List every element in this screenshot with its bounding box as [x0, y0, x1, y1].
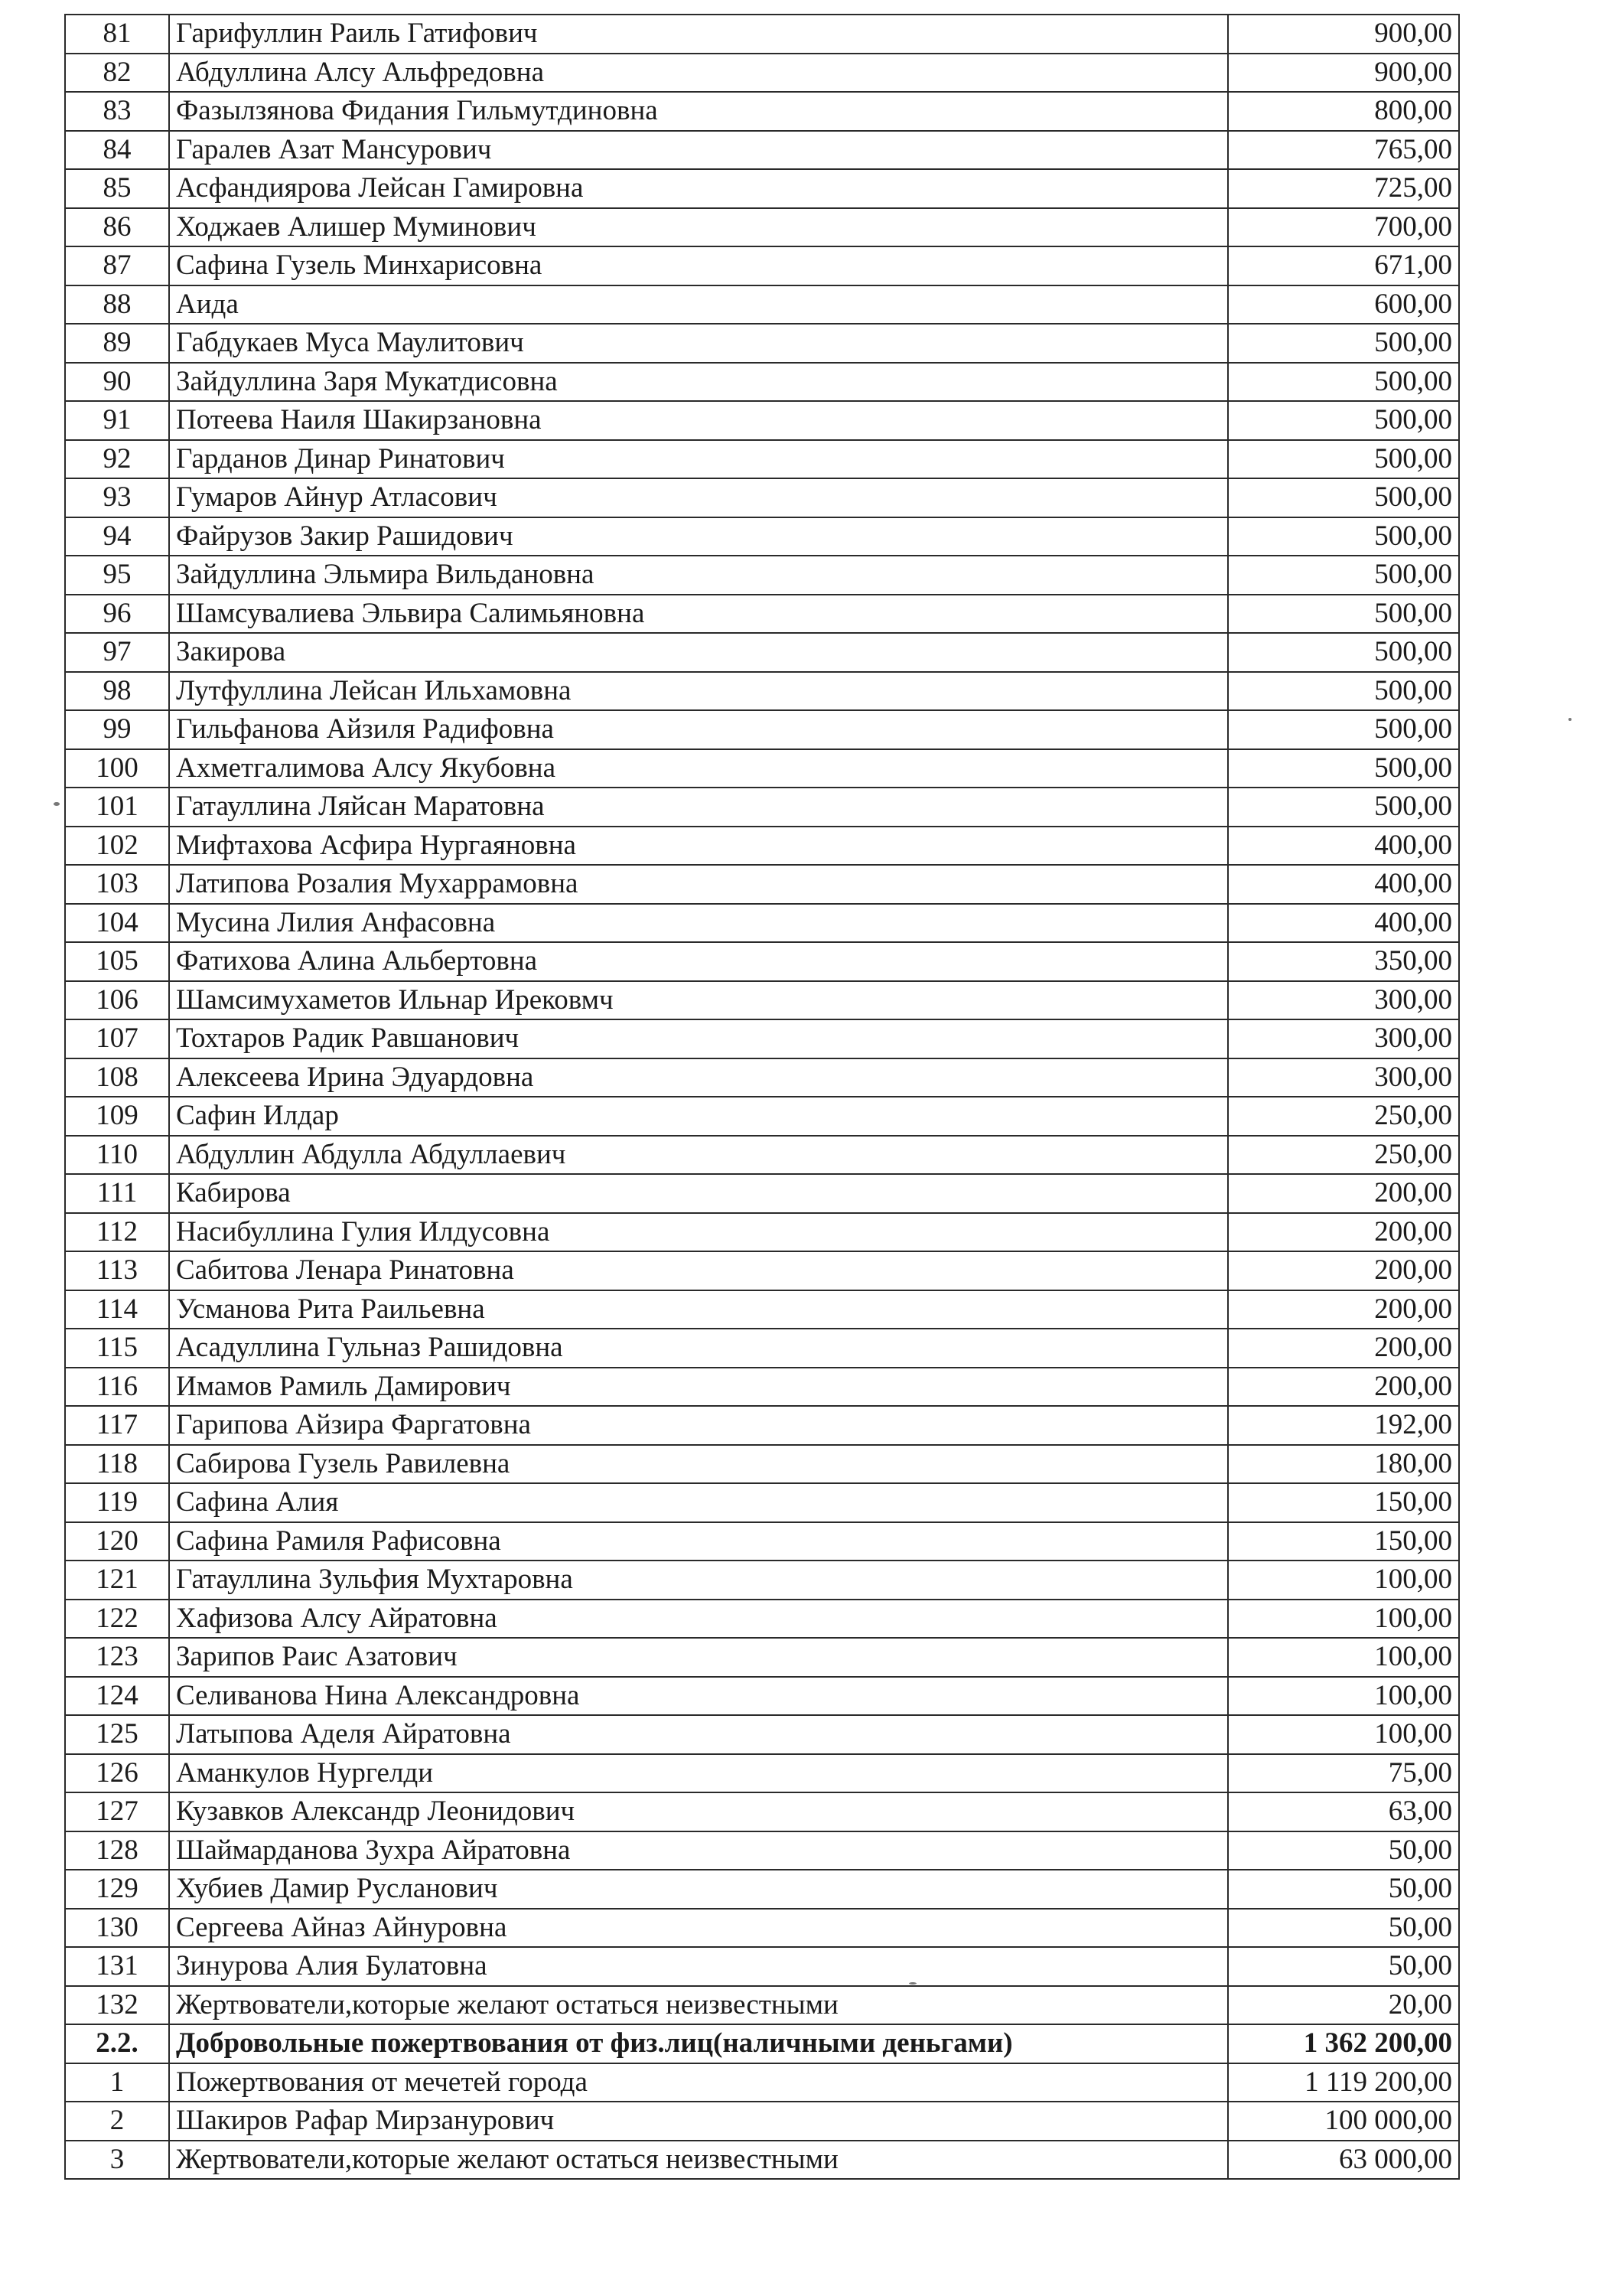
donor-name: Зайдуллина Эльмира Вильдановна — [169, 556, 1228, 595]
donor-name: Потеева Наиля Шакирзановна — [169, 401, 1228, 440]
row-number: 129 — [65, 1870, 169, 1909]
table-row — [65, 1368, 1459, 1407]
row-number: 3 — [65, 2141, 169, 2180]
donor-name: Зайдуллина Заря Мукатдисовна — [169, 363, 1228, 402]
donation-amount: 1 362 200,00 — [1228, 2024, 1459, 2063]
row-number: 81 — [65, 15, 169, 54]
donor-name: Шаймарданова Зухра Айратовна — [169, 1831, 1228, 1870]
row-number: 97 — [65, 633, 169, 672]
table-row — [65, 1136, 1459, 1175]
donation-amount: 63,00 — [1228, 1792, 1459, 1831]
scan-speck — [909, 1982, 917, 1985]
table-row — [65, 285, 1459, 325]
donation-amount: 500,00 — [1228, 478, 1459, 517]
donor-name: Сафина Алия — [169, 1483, 1228, 1522]
row-number: 105 — [65, 942, 169, 981]
table-row — [65, 981, 1459, 1020]
row-number: 101 — [65, 788, 169, 827]
donation-amount: 300,00 — [1228, 1058, 1459, 1097]
table-row — [65, 1522, 1459, 1561]
row-number: 2 — [65, 2102, 169, 2141]
donor-name: Добровольные пожертвования от физ.лиц(наличными деньгами) — [169, 2024, 1228, 2063]
row-number: 110 — [65, 1136, 169, 1175]
row-number: 113 — [65, 1251, 169, 1290]
donor-name: Сафина Рамиля Рафисовна — [169, 1522, 1228, 1561]
table-row — [65, 440, 1459, 479]
table-row — [65, 1251, 1459, 1290]
donor-name: Зинурова Алия Булатовна — [169, 1947, 1228, 1986]
row-number: 89 — [65, 324, 169, 363]
donation-amount: 500,00 — [1228, 672, 1459, 711]
table-row — [65, 1058, 1459, 1097]
donor-name: Лутфуллина Лейсан Ильхамовна — [169, 672, 1228, 711]
donation-amount: 50,00 — [1228, 1831, 1459, 1870]
donation-amount: 50,00 — [1228, 1870, 1459, 1909]
table-row — [65, 2141, 1459, 2180]
row-number: 122 — [65, 1600, 169, 1639]
row-number: 107 — [65, 1019, 169, 1058]
donation-amount: 500,00 — [1228, 324, 1459, 363]
table-row — [65, 1600, 1459, 1639]
row-number: 83 — [65, 92, 169, 131]
donation-amount: 500,00 — [1228, 517, 1459, 556]
donation-amount: 500,00 — [1228, 440, 1459, 479]
donor-name: Гильфанова Айзиля Радифовна — [169, 710, 1228, 749]
donation-amount: 250,00 — [1228, 1097, 1459, 1136]
row-number: 128 — [65, 1831, 169, 1870]
table-row — [65, 2063, 1459, 2102]
row-number: 82 — [65, 54, 169, 93]
donor-name: Кабирова — [169, 1174, 1228, 1213]
row-number: 86 — [65, 208, 169, 247]
donor-name: Сафин Илдар — [169, 1097, 1228, 1136]
table-row — [65, 710, 1459, 749]
table-row — [65, 363, 1459, 402]
donor-name: Латыпова Аделя Айратовна — [169, 1715, 1228, 1754]
row-number: 84 — [65, 131, 169, 170]
row-number: 96 — [65, 595, 169, 634]
donation-amount: 900,00 — [1228, 15, 1459, 54]
row-number: 95 — [65, 556, 169, 595]
donor-name: Ходжаев Алишер Муминович — [169, 208, 1228, 247]
donation-amount: 400,00 — [1228, 904, 1459, 943]
donor-name: Жертвователи,которые желают остаться неизвестными — [169, 1986, 1228, 2025]
donation-amount: 900,00 — [1228, 54, 1459, 93]
donation-amount: 100,00 — [1228, 1677, 1459, 1716]
table-row — [65, 2102, 1459, 2141]
row-number: 117 — [65, 1406, 169, 1445]
table-row — [65, 92, 1459, 131]
row-number: 91 — [65, 401, 169, 440]
table-row — [65, 672, 1459, 711]
donor-name: Гарипова Айзира Фаргатовна — [169, 1406, 1228, 1445]
row-number: 93 — [65, 478, 169, 517]
donation-amount: 50,00 — [1228, 1947, 1459, 1986]
donor-name: Сабирова Гузель Равилевна — [169, 1445, 1228, 1484]
donation-amount: 200,00 — [1228, 1368, 1459, 1407]
donor-name: Ахметгалимова Алсу Якубовна — [169, 749, 1228, 788]
table-row — [65, 1174, 1459, 1213]
donor-name: Кузавков Александр Леонидович — [169, 1792, 1228, 1831]
donation-amount: 700,00 — [1228, 208, 1459, 247]
donor-name: Закирова — [169, 633, 1228, 672]
donation-amount: 765,00 — [1228, 131, 1459, 170]
row-number: 103 — [65, 865, 169, 904]
table-row — [65, 1831, 1459, 1870]
donation-amount: 300,00 — [1228, 1019, 1459, 1058]
donor-name: Хафизова Алсу Айратовна — [169, 1600, 1228, 1639]
donation-amount: 100,00 — [1228, 1561, 1459, 1600]
row-number: 130 — [65, 1909, 169, 1948]
donation-amount: 1 119 200,00 — [1228, 2063, 1459, 2102]
table-row — [65, 904, 1459, 943]
donation-amount: 100,00 — [1228, 1638, 1459, 1677]
donation-amount: 400,00 — [1228, 827, 1459, 866]
donor-name: Мусина Лилия Анфасовна — [169, 904, 1228, 943]
row-number: 127 — [65, 1792, 169, 1831]
donation-amount: 100,00 — [1228, 1715, 1459, 1754]
row-number: 104 — [65, 904, 169, 943]
row-number: 2.2. — [65, 2024, 169, 2063]
donor-name: Зарипов Раис Азатович — [169, 1638, 1228, 1677]
table-row — [65, 169, 1459, 208]
donor-name: Насибуллина Гулия Илдусовна — [169, 1213, 1228, 1252]
donor-name: Селиванова Нина Александровна — [169, 1677, 1228, 1716]
table-row — [65, 131, 1459, 170]
table-row — [65, 401, 1459, 440]
donor-name: Шамсимухаметов Ильнар Ирековмч — [169, 981, 1228, 1020]
donation-amount: 600,00 — [1228, 285, 1459, 325]
row-number: 120 — [65, 1522, 169, 1561]
table-row — [65, 1870, 1459, 1909]
donation-amount: 100,00 — [1228, 1600, 1459, 1639]
donation-amount: 500,00 — [1228, 401, 1459, 440]
donation-amount: 671,00 — [1228, 246, 1459, 285]
row-number: 114 — [65, 1290, 169, 1329]
donor-name: Сергеева Айназ Айнуровна — [169, 1909, 1228, 1948]
table-row — [65, 1638, 1459, 1677]
table-row — [65, 788, 1459, 827]
row-number: 99 — [65, 710, 169, 749]
donation-amount: 500,00 — [1228, 788, 1459, 827]
row-number: 115 — [65, 1329, 169, 1368]
table-row — [65, 15, 1459, 54]
donor-name: Латипова Розалия Мухаррамовна — [169, 865, 1228, 904]
row-number: 111 — [65, 1174, 169, 1213]
table-row — [65, 865, 1459, 904]
table-row — [65, 942, 1459, 981]
donations-table — [64, 14, 1460, 2180]
table-row — [65, 1715, 1459, 1754]
donations-table-body — [65, 15, 1459, 2179]
table-row — [65, 1329, 1459, 1368]
row-number: 1 — [65, 2063, 169, 2102]
donation-amount: 150,00 — [1228, 1522, 1459, 1561]
donor-name: Габдукаев Муса Маулитович — [169, 324, 1228, 363]
table-row — [65, 1947, 1459, 1986]
table-row — [65, 208, 1459, 247]
donation-amount: 200,00 — [1228, 1251, 1459, 1290]
donor-name: Аманкулов Нургелди — [169, 1754, 1228, 1793]
row-number: 116 — [65, 1368, 169, 1407]
row-number: 90 — [65, 363, 169, 402]
donation-amount: 350,00 — [1228, 942, 1459, 981]
donor-name: Усманова Рита Раильевна — [169, 1290, 1228, 1329]
donation-amount: 200,00 — [1228, 1174, 1459, 1213]
donor-name: Абдуллин Абдулла Абдуллаевич — [169, 1136, 1228, 1175]
row-number: 108 — [65, 1058, 169, 1097]
table-row — [65, 595, 1459, 634]
donor-name: Тохтаров Радик Равшанович — [169, 1019, 1228, 1058]
donor-name: Гатауллина Ляйсан Маратовна — [169, 788, 1228, 827]
row-number: 85 — [65, 169, 169, 208]
donation-amount: 500,00 — [1228, 595, 1459, 634]
table-row — [65, 1677, 1459, 1716]
donor-name: Мифтахова Асфира Нургаяновна — [169, 827, 1228, 866]
donor-name: Асфандиярова Лейсан Гамировна — [169, 169, 1228, 208]
donation-amount: 50,00 — [1228, 1909, 1459, 1948]
table-row — [65, 1986, 1459, 2025]
donation-amount: 63 000,00 — [1228, 2141, 1459, 2180]
donor-name: Сафина Гузель Минхарисовна — [169, 246, 1228, 285]
donor-name: Хубиев Дамир Русланович — [169, 1870, 1228, 1909]
row-number: 132 — [65, 1986, 169, 2025]
donor-name: Файрузов Закир Рашидович — [169, 517, 1228, 556]
donor-name: Сабитова Ленара Ринатовна — [169, 1251, 1228, 1290]
row-number: 88 — [65, 285, 169, 325]
table-row — [65, 246, 1459, 285]
donor-name: Пожертвования от мечетей города — [169, 2063, 1228, 2102]
donation-amount: 75,00 — [1228, 1754, 1459, 1793]
row-number: 119 — [65, 1483, 169, 1522]
table-row — [65, 1097, 1459, 1136]
table-row — [65, 1792, 1459, 1831]
donor-name: Гаралев Азат Мансурович — [169, 131, 1228, 170]
subtotal-row — [65, 2024, 1459, 2063]
donor-name: Алексеева Ирина Эдуардовна — [169, 1058, 1228, 1097]
table-row — [65, 1290, 1459, 1329]
donor-name: Шакиров Рафар Мирзанурович — [169, 2102, 1228, 2141]
row-number: 87 — [65, 246, 169, 285]
donation-amount: 200,00 — [1228, 1290, 1459, 1329]
table-row — [65, 1406, 1459, 1445]
donation-amount: 200,00 — [1228, 1329, 1459, 1368]
donation-amount: 100 000,00 — [1228, 2102, 1459, 2141]
donation-amount: 200,00 — [1228, 1213, 1459, 1252]
row-number: 121 — [65, 1561, 169, 1600]
table-row — [65, 1445, 1459, 1484]
table-row — [65, 556, 1459, 595]
table-row — [65, 1213, 1459, 1252]
table-row — [65, 478, 1459, 517]
donation-amount: 192,00 — [1228, 1406, 1459, 1445]
donation-amount: 250,00 — [1228, 1136, 1459, 1175]
donation-amount: 20,00 — [1228, 1986, 1459, 2025]
donor-name: Гатауллина Зульфия Мухтаровна — [169, 1561, 1228, 1600]
table-row — [65, 1019, 1459, 1058]
donor-name: Фатихова Алина Альбертовна — [169, 942, 1228, 981]
table-row — [65, 517, 1459, 556]
donation-amount: 725,00 — [1228, 169, 1459, 208]
donor-name: Жертвователи,которые желают остаться неизвестными — [169, 2141, 1228, 2180]
row-number: 102 — [65, 827, 169, 866]
donation-amount: 800,00 — [1228, 92, 1459, 131]
donor-name: Гарданов Динар Ринатович — [169, 440, 1228, 479]
row-number: 92 — [65, 440, 169, 479]
donor-name: Шамсувалиева Эльвира Салимьяновна — [169, 595, 1228, 634]
table-row — [65, 1483, 1459, 1522]
table-row — [65, 1754, 1459, 1793]
donation-amount: 500,00 — [1228, 633, 1459, 672]
donation-amount: 500,00 — [1228, 363, 1459, 402]
donation-amount: 180,00 — [1228, 1445, 1459, 1484]
row-number: 98 — [65, 672, 169, 711]
donation-amount: 400,00 — [1228, 865, 1459, 904]
donor-name: Фазылзянова Фидания Гильмутдиновна — [169, 92, 1228, 131]
donation-amount: 150,00 — [1228, 1483, 1459, 1522]
donor-name: Аида — [169, 285, 1228, 325]
row-number: 100 — [65, 749, 169, 788]
table-row — [65, 324, 1459, 363]
scan-speck — [54, 802, 60, 806]
table-row — [65, 633, 1459, 672]
row-number: 118 — [65, 1445, 169, 1484]
row-number: 106 — [65, 981, 169, 1020]
row-number: 109 — [65, 1097, 169, 1136]
donation-amount: 500,00 — [1228, 556, 1459, 595]
table-row — [65, 1909, 1459, 1948]
donation-amount: 300,00 — [1228, 981, 1459, 1020]
row-number: 131 — [65, 1947, 169, 1986]
table-row — [65, 749, 1459, 788]
donation-amount: 500,00 — [1228, 749, 1459, 788]
donation-amount: 500,00 — [1228, 710, 1459, 749]
scan-speck — [1568, 718, 1572, 721]
table-row — [65, 1561, 1459, 1600]
row-number: 94 — [65, 517, 169, 556]
row-number: 125 — [65, 1715, 169, 1754]
row-number: 123 — [65, 1638, 169, 1677]
donor-name: Имамов Рамиль Дамирович — [169, 1368, 1228, 1407]
donor-name: Гарифуллин Раиль Гатифович — [169, 15, 1228, 54]
row-number: 112 — [65, 1213, 169, 1252]
table-row — [65, 54, 1459, 93]
table-row — [65, 827, 1459, 866]
row-number: 124 — [65, 1677, 169, 1716]
row-number: 126 — [65, 1754, 169, 1793]
donor-name: Асадуллина Гульназ Рашидовна — [169, 1329, 1228, 1368]
donor-name: Абдуллина Алсу Альфредовна — [169, 54, 1228, 93]
donor-name: Гумаров Айнур Атласович — [169, 478, 1228, 517]
